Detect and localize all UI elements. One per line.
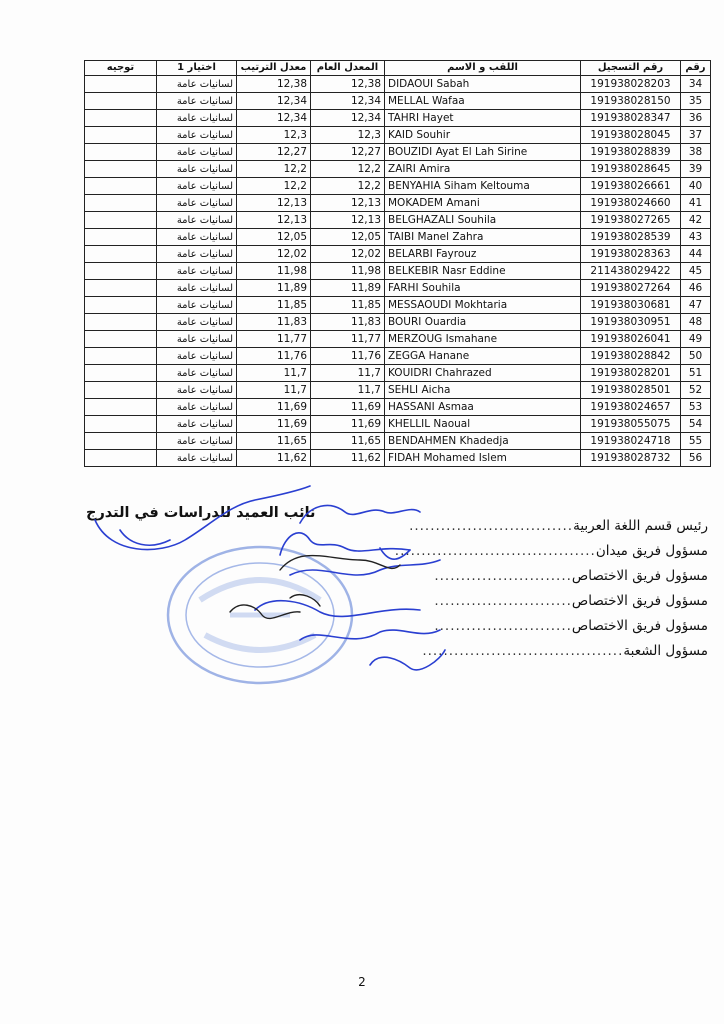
cell-choice: لسانيات عامة bbox=[157, 144, 237, 161]
cell-registration: 191938028363 bbox=[581, 246, 681, 263]
table-row bbox=[85, 382, 711, 399]
cell-registration: 191938028732 bbox=[581, 450, 681, 467]
cell-registration: 191938028203 bbox=[581, 76, 681, 93]
cell-general-avg: 11,89 bbox=[311, 280, 385, 297]
cell-name: BELARBI Fayrouz bbox=[385, 246, 581, 263]
cell-name: FARHI Souhila bbox=[385, 280, 581, 297]
col-name: اللقب و الاسم bbox=[385, 61, 581, 76]
official-stamp bbox=[160, 540, 360, 690]
cell-rank-avg: 11,98 bbox=[237, 263, 311, 280]
cell-name: MELLAL Wafaa bbox=[385, 93, 581, 110]
cell-orientation bbox=[85, 450, 157, 467]
cell-choice: لسانيات عامة bbox=[157, 76, 237, 93]
cell-general-avg: 11,7 bbox=[311, 365, 385, 382]
cell-choice: لسانيات عامة bbox=[157, 433, 237, 450]
cell-general-avg: 11,69 bbox=[311, 399, 385, 416]
signature-label: مسؤول فريق الاختصاص bbox=[571, 618, 708, 634]
signature-label: رئيس قسم اللغة العربية bbox=[573, 518, 708, 534]
cell-orientation bbox=[85, 331, 157, 348]
cell-orientation bbox=[85, 365, 157, 382]
cell-rank-avg: 12,3 bbox=[237, 127, 311, 144]
col-orientation: توجيه bbox=[85, 61, 157, 76]
cell-general-avg: 11,65 bbox=[311, 433, 385, 450]
cell-general-avg: 11,98 bbox=[311, 263, 385, 280]
cell-orientation bbox=[85, 76, 157, 93]
cell-orientation bbox=[85, 246, 157, 263]
col-index: رقم bbox=[681, 61, 711, 76]
table-row bbox=[85, 178, 711, 195]
signature-label: مسؤول الشعبة bbox=[623, 643, 708, 659]
cell-rank-avg: 12,02 bbox=[237, 246, 311, 263]
table-row bbox=[85, 93, 711, 110]
table-row bbox=[85, 365, 711, 382]
table-row bbox=[85, 110, 711, 127]
cell-registration: 191938028045 bbox=[581, 127, 681, 144]
cell-choice: لسانيات عامة bbox=[157, 331, 237, 348]
cell-orientation bbox=[85, 93, 157, 110]
cell-rank-avg: 11,65 bbox=[237, 433, 311, 450]
table-row bbox=[85, 263, 711, 280]
table-row bbox=[85, 195, 711, 212]
cell-general-avg: 12,2 bbox=[311, 178, 385, 195]
cell-index: 37 bbox=[681, 127, 711, 144]
signature-dots: ............................... bbox=[409, 518, 574, 534]
cell-orientation bbox=[85, 348, 157, 365]
cell-rank-avg: 11,7 bbox=[237, 365, 311, 382]
cell-name: MOKADEM Amani bbox=[385, 195, 581, 212]
cell-choice: لسانيات عامة bbox=[157, 297, 237, 314]
cell-rank-avg: 12,2 bbox=[237, 161, 311, 178]
table-row bbox=[85, 297, 711, 314]
cell-name: ZEGGA Hanane bbox=[385, 348, 581, 365]
table-row bbox=[85, 348, 711, 365]
cell-orientation bbox=[85, 212, 157, 229]
cell-choice: لسانيات عامة bbox=[157, 314, 237, 331]
cell-index: 34 bbox=[681, 76, 711, 93]
cell-rank-avg: 11,83 bbox=[237, 314, 311, 331]
cell-rank-avg: 11,7 bbox=[237, 382, 311, 399]
signature-label: مسؤول فريق ميدان bbox=[595, 543, 708, 559]
cell-orientation bbox=[85, 382, 157, 399]
cell-orientation bbox=[85, 263, 157, 280]
cell-registration: 191938028347 bbox=[581, 110, 681, 127]
cell-rank-avg: 12,13 bbox=[237, 212, 311, 229]
cell-general-avg: 11,77 bbox=[311, 331, 385, 348]
cell-rank-avg: 12,27 bbox=[237, 144, 311, 161]
cell-choice: لسانيات عامة bbox=[157, 93, 237, 110]
cell-registration: 211438029422 bbox=[581, 263, 681, 280]
cell-choice: لسانيات عامة bbox=[157, 246, 237, 263]
table-row bbox=[85, 450, 711, 467]
cell-name: SEHLI Aicha bbox=[385, 382, 581, 399]
signature-label: مسؤول فريق الاختصاص bbox=[571, 593, 708, 609]
cell-rank-avg: 12,05 bbox=[237, 229, 311, 246]
cell-index: 41 bbox=[681, 195, 711, 212]
cell-registration: 191938028645 bbox=[581, 161, 681, 178]
cell-registration: 191938028501 bbox=[581, 382, 681, 399]
cell-rank-avg: 12,38 bbox=[237, 76, 311, 93]
cell-rank-avg: 11,62 bbox=[237, 450, 311, 467]
cell-name: BENDAHMEN Khadedja bbox=[385, 433, 581, 450]
cell-registration: 191938028839 bbox=[581, 144, 681, 161]
cell-index: 43 bbox=[681, 229, 711, 246]
cell-name: MERZOUG Ismahane bbox=[385, 331, 581, 348]
cell-rank-avg: 12,34 bbox=[237, 93, 311, 110]
cell-rank-avg: 11,69 bbox=[237, 416, 311, 433]
cell-name: ZAIRI Amira bbox=[385, 161, 581, 178]
signature-dots: ...................................... bbox=[394, 543, 596, 559]
cell-registration: 191938030951 bbox=[581, 314, 681, 331]
cell-rank-avg: 11,89 bbox=[237, 280, 311, 297]
cell-choice: لسانيات عامة bbox=[157, 195, 237, 212]
cell-orientation bbox=[85, 297, 157, 314]
cell-registration: 191938026041 bbox=[581, 331, 681, 348]
cell-choice: لسانيات عامة bbox=[157, 348, 237, 365]
cell-name: BELKEBIR Nasr Eddine bbox=[385, 263, 581, 280]
signature-label: مسؤول فريق الاختصاص bbox=[571, 568, 708, 584]
cell-registration: 191938026661 bbox=[581, 178, 681, 195]
table-row bbox=[85, 433, 711, 450]
cell-orientation bbox=[85, 195, 157, 212]
cell-choice: لسانيات عامة bbox=[157, 263, 237, 280]
cell-rank-avg: 11,76 bbox=[237, 348, 311, 365]
cell-orientation bbox=[85, 127, 157, 144]
cell-index: 38 bbox=[681, 144, 711, 161]
cell-general-avg: 12,02 bbox=[311, 246, 385, 263]
cell-general-avg: 11,76 bbox=[311, 348, 385, 365]
cell-rank-avg: 11,77 bbox=[237, 331, 311, 348]
cell-name: BENYAHIA Siham Keltouma bbox=[385, 178, 581, 195]
cell-rank-avg: 11,85 bbox=[237, 297, 311, 314]
col-registration: رقم التسجيل bbox=[581, 61, 681, 76]
cell-index: 46 bbox=[681, 280, 711, 297]
cell-rank-avg: 12,13 bbox=[237, 195, 311, 212]
cell-orientation bbox=[85, 314, 157, 331]
cell-index: 49 bbox=[681, 331, 711, 348]
table-row bbox=[85, 127, 711, 144]
cell-choice: لسانيات عامة bbox=[157, 229, 237, 246]
page-number: 2 bbox=[358, 975, 366, 989]
cell-registration: 191938028842 bbox=[581, 348, 681, 365]
cell-index: 39 bbox=[681, 161, 711, 178]
cell-name: KAID Souhir bbox=[385, 127, 581, 144]
cell-index: 51 bbox=[681, 365, 711, 382]
signature-line bbox=[68, 514, 708, 539]
cell-choice: لسانيات عامة bbox=[157, 382, 237, 399]
cell-orientation bbox=[85, 144, 157, 161]
cell-general-avg: 12,13 bbox=[311, 195, 385, 212]
cell-index: 54 bbox=[681, 416, 711, 433]
table-row bbox=[85, 399, 711, 416]
cell-general-avg: 12,34 bbox=[311, 110, 385, 127]
table-body bbox=[85, 76, 711, 467]
table-header-row bbox=[85, 61, 711, 76]
cell-orientation bbox=[85, 433, 157, 450]
cell-rank-avg: 12,34 bbox=[237, 110, 311, 127]
cell-general-avg: 11,83 bbox=[311, 314, 385, 331]
cell-general-avg: 11,69 bbox=[311, 416, 385, 433]
cell-registration: 191938024718 bbox=[581, 433, 681, 450]
cell-registration: 191938055075 bbox=[581, 416, 681, 433]
cell-name: TAHRI Hayet bbox=[385, 110, 581, 127]
cell-name: HASSANI Asmaa bbox=[385, 399, 581, 416]
cell-registration: 191938024657 bbox=[581, 399, 681, 416]
cell-choice: لسانيات عامة bbox=[157, 280, 237, 297]
cell-general-avg: 11,7 bbox=[311, 382, 385, 399]
cell-index: 52 bbox=[681, 382, 711, 399]
cell-name: BOUZIDI Ayat El Lah Sirine bbox=[385, 144, 581, 161]
signature-dots: ...................................... bbox=[422, 643, 624, 659]
col-rank-avg: معدل الترتيب bbox=[237, 61, 311, 76]
cell-name: BELGHAZALI Souhila bbox=[385, 212, 581, 229]
cell-general-avg: 11,62 bbox=[311, 450, 385, 467]
cell-index: 42 bbox=[681, 212, 711, 229]
col-choice: اختيار 1 bbox=[157, 61, 237, 76]
table-row bbox=[85, 314, 711, 331]
cell-name: TAIBI Manel Zahra bbox=[385, 229, 581, 246]
cell-choice: لسانيات عامة bbox=[157, 212, 237, 229]
cell-index: 50 bbox=[681, 348, 711, 365]
cell-orientation bbox=[85, 416, 157, 433]
cell-index: 35 bbox=[681, 93, 711, 110]
cell-registration: 191938030681 bbox=[581, 297, 681, 314]
deputy-dean-title: نائب العميد للدراسات في التدرج bbox=[86, 505, 316, 521]
cell-registration: 191938028150 bbox=[581, 93, 681, 110]
cell-orientation bbox=[85, 399, 157, 416]
cell-choice: لسانيات عامة bbox=[157, 127, 237, 144]
table-row bbox=[85, 161, 711, 178]
cell-choice: لسانيات عامة bbox=[157, 399, 237, 416]
table-row bbox=[85, 280, 711, 297]
cell-index: 45 bbox=[681, 263, 711, 280]
cell-general-avg: 12,13 bbox=[311, 212, 385, 229]
cell-name: MESSAOUDI Mokhtaria bbox=[385, 297, 581, 314]
cell-rank-avg: 11,69 bbox=[237, 399, 311, 416]
cell-name: BOURI Ouardia bbox=[385, 314, 581, 331]
cell-registration: 191938028201 bbox=[581, 365, 681, 382]
cell-choice: لسانيات عامة bbox=[157, 178, 237, 195]
results-table bbox=[84, 60, 711, 467]
table-row bbox=[85, 331, 711, 348]
cell-index: 53 bbox=[681, 399, 711, 416]
cell-general-avg: 12,34 bbox=[311, 93, 385, 110]
cell-rank-avg: 12,2 bbox=[237, 178, 311, 195]
cell-choice: لسانيات عامة bbox=[157, 416, 237, 433]
cell-index: 55 bbox=[681, 433, 711, 450]
cell-index: 56 bbox=[681, 450, 711, 467]
cell-name: KOUIDRI Chahrazed bbox=[385, 365, 581, 382]
cell-choice: لسانيات عامة bbox=[157, 450, 237, 467]
cell-orientation bbox=[85, 280, 157, 297]
table-row bbox=[85, 212, 711, 229]
cell-registration: 191938027264 bbox=[581, 280, 681, 297]
cell-choice: لسانيات عامة bbox=[157, 161, 237, 178]
cell-registration: 191938027265 bbox=[581, 212, 681, 229]
cell-general-avg: 12,2 bbox=[311, 161, 385, 178]
cell-general-avg: 12,38 bbox=[311, 76, 385, 93]
cell-general-avg: 12,3 bbox=[311, 127, 385, 144]
cell-index: 44 bbox=[681, 246, 711, 263]
cell-orientation bbox=[85, 110, 157, 127]
cell-index: 36 bbox=[681, 110, 711, 127]
cell-registration: 191938024660 bbox=[581, 195, 681, 212]
cell-general-avg: 11,85 bbox=[311, 297, 385, 314]
cell-name: FIDAH Mohamed Islem bbox=[385, 450, 581, 467]
col-general-avg: المعدل العام bbox=[311, 61, 385, 76]
cell-index: 40 bbox=[681, 178, 711, 195]
cell-general-avg: 12,27 bbox=[311, 144, 385, 161]
cell-registration: 191938028539 bbox=[581, 229, 681, 246]
table-row bbox=[85, 416, 711, 433]
cell-name: KHELLIL Naoual bbox=[385, 416, 581, 433]
cell-index: 48 bbox=[681, 314, 711, 331]
table-row bbox=[85, 76, 711, 93]
cell-general-avg: 12,05 bbox=[311, 229, 385, 246]
cell-choice: لسانيات عامة bbox=[157, 110, 237, 127]
signature-dots: .......................... bbox=[434, 568, 572, 584]
cell-orientation bbox=[85, 178, 157, 195]
table-row bbox=[85, 229, 711, 246]
table-row bbox=[85, 144, 711, 161]
cell-index: 47 bbox=[681, 297, 711, 314]
cell-orientation bbox=[85, 229, 157, 246]
signature-dots: .......................... bbox=[434, 618, 572, 634]
cell-orientation bbox=[85, 161, 157, 178]
cell-choice: لسانيات عامة bbox=[157, 365, 237, 382]
cell-name: DIDAOUI Sabah bbox=[385, 76, 581, 93]
signature-dots: .......................... bbox=[434, 593, 572, 609]
table-row bbox=[85, 246, 711, 263]
